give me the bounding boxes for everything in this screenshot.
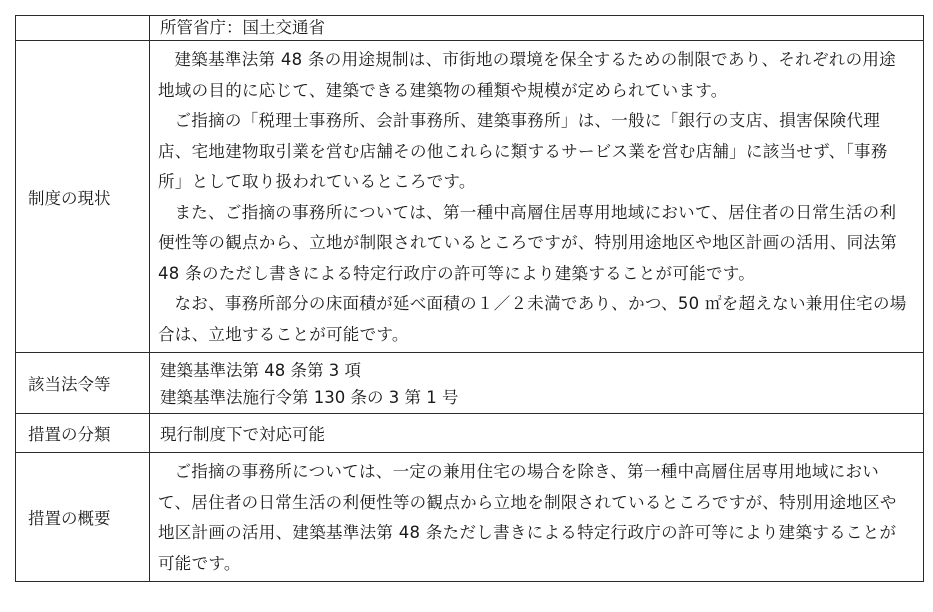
summary-label: 措置の概要 <box>16 453 150 582</box>
law-row <box>16 353 924 414</box>
status-label: 制度の現状 <box>16 41 150 353</box>
summary-row <box>16 453 924 582</box>
status-paragraph-2: ご指摘の「税理士事務所、会計事務所、建築事務所」は、一般に「銀行の支店、損害保険代理店、宅地建物取引業を営む店舗その他これらに類するサービス業を営む店舗」に該当せず、「事務所」として取り扱われているところです。 <box>158 111 888 191</box>
classification-value: 現行制度下で対応可能 <box>150 414 924 453</box>
status-row <box>16 41 924 353</box>
law-content <box>150 353 924 414</box>
summary-content <box>150 453 924 582</box>
agency-row <box>16 16 924 41</box>
law-item-2: 建築基準法施行令第 130 条の 3 第 1 号 <box>160 388 459 407</box>
response-table <box>15 15 924 582</box>
law-item-1: 建築基準法第 48 条第 3 項 <box>160 361 361 380</box>
classification-label: 措置の分類 <box>16 414 150 453</box>
agency-label-cell <box>16 16 150 41</box>
status-paragraph-3: また、ご指摘の事務所については、第一種中高層住居専用地域において、居住者の日常生活の利便性等の観点から、立地が制限されているところですが、特別用途地区や地区計画の活用、同法第 48 条のただし書きによる特定行政庁の許可等により建築することが可能です。 <box>158 202 898 283</box>
agency-text: 所管省庁：国土交通省 <box>150 16 924 41</box>
summary-paragraph-1: ご指摘の事務所については、一定の兼用住宅の場合を除き、第一種中高層住居専用地域において、居住者の日常生活の利便性等の観点から立地を制限されているところですが、特別用途地区や地区計画の活用、建築基準法第 48 条ただし書きによる特定行政庁の許可等により建築することが可能です。 <box>158 462 897 573</box>
status-content <box>150 41 924 353</box>
status-paragraph-4: なお、事務所部分の床面積が延べ面積の１／２未満であり、かつ、50 ㎡を超えない兼用住宅の場合は、立地することが可能です。 <box>158 294 907 344</box>
status-paragraph-1: 建築基準法第 48 条の用途規制は、市街地の環境を保全するための制限であり、それぞれの用途地域の目的に応じて、建築できる建築物の種類や規模が定められています。 <box>158 50 896 100</box>
law-label: 該当法令等 <box>16 353 150 414</box>
classification-row <box>16 414 924 453</box>
